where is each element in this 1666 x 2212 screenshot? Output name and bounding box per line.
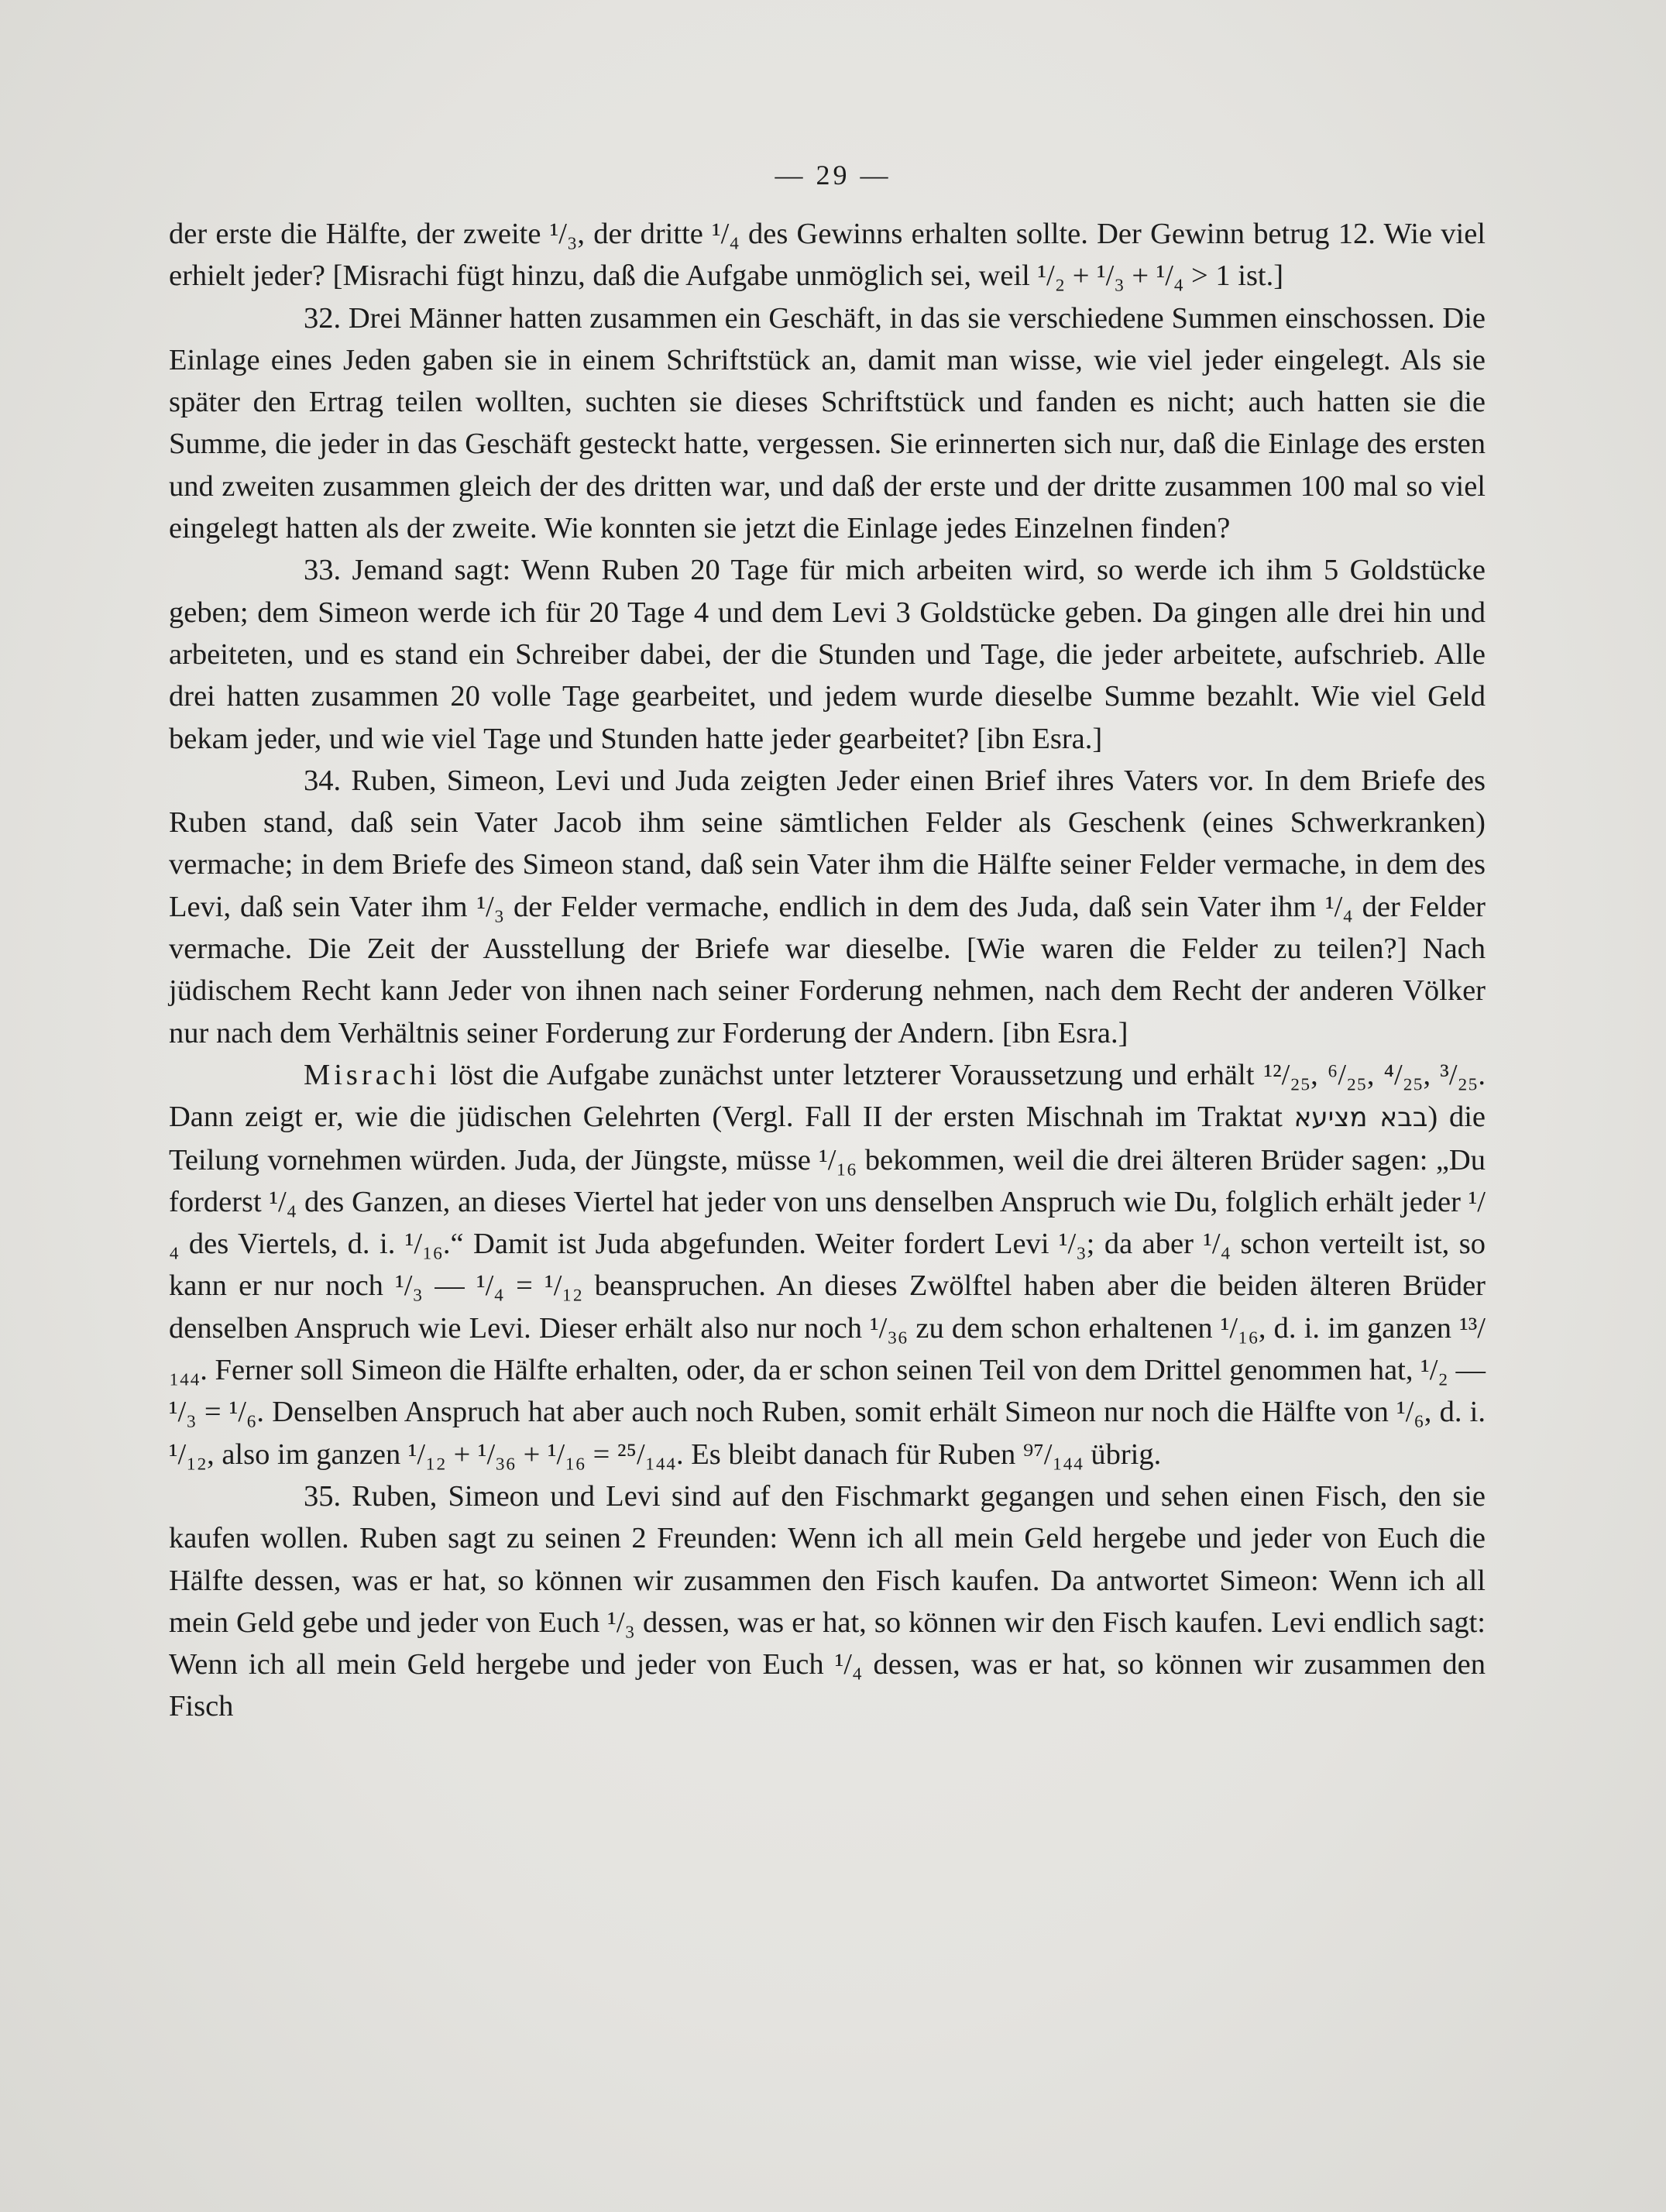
misrachi-text-b: ) die Teilung vornehmen würden. Juda, der Jüngste, müsse ¹/₁₆ bekommen, weil die drei älteren Brüder sagen: „Du forderst ¹/₄ des Ganzen, an dieses Viertel hat jeder von uns denselben Anspruch wie Du, folglich erhält jeder ¹/₄ des Viertels, d. i. ¹/₁₆.“ Damit ist Juda abgefunden. Weiter fordert Levi ¹/₃; da aber ¹/₄ schon verteilt ist, so kann er nur noch ¹/₃ — ¹/₄ = ¹/₁₂ beanspruchen. An dieses Zwölftel haben aber die beiden älteren Brüder denselben Anspruch wie Levi. Dieser erhält also nur noch ¹/₃₆ zu dem schon erhaltenen ¹/₁₆, d. i. im ganzen ¹³/₁₄₄. Ferner soll Simeon die Hälfte erhalten, oder, da er schon seinen Teil von dem Drittel genommen hat, ¹/₂ — ¹/₃ = ¹/₆. Denselben Anspruch hat aber auch noch Ruben, somit erhält Simeon nur noch die Hälfte von ¹/₆, d. i. ¹/₁₂, also im ganzen ¹/₁₂ + ¹/₃₆ + ¹/₁₆ = ²⁵/₁₄₄. Es bleibt danach für Ruben ⁹⁷/₁₄₄ übrig. <box>169 1101 1486 1471</box>
paragraph-34-misrachi <box>169 1054 1486 1475</box>
paragraph-34: 34. Ruben, Simeon, Levi und Juda zeigten Jeder einen Brief ihres Vaters vor. In dem Briefe des Ruben stand, daß sein Vater Jacob ihm seine sämtlichen Felder als Geschenk (eines Schwerkranken) vermache; in dem Briefe des Simeon stand, daß sein Vater ihm die Hälfte seiner Felder vermache, in dem des Levi, daß sein Vater ihm ¹/₃ der Felder vermache, endlich in dem des Juda, daß sein Vater ihm ¹/₄ der Felder vermache. Die Zeit der Ausstellung der Briefe war dieselbe. [Wie waren die Felder zu teilen?] Nach jüdischem Recht kann Jeder von ihnen nach seiner Forderung nehmen, nach dem Recht der anderen Völker nur nach dem Verhältnis seiner Forderung zur Forderung der Andern. [ibn Esra.] <box>169 764 1486 1049</box>
misrachi-text-a: löst die Aufgabe zunächst unter letzterer Voraussetzung und erhält ¹²/₂₅, ⁶/₂₅, ⁴/₂₅, ³/₂₅. Dann zeigt er, wie die jüdischen Gelehrten (Vergl. Fall II der ersten Mischnah im Traktat <box>169 1058 1486 1134</box>
hebrew-tractate-name: בבא מציעא <box>1293 1102 1428 1134</box>
paragraph-33: 33. Jemand sagt: Wenn Ruben 20 Tage für mich arbeiten wird, so werde ich ihm 5 Goldstücke geben; dem Simeon werde ich für 20 Tage 4 und dem Levi 3 Goldstücke geben. Da gingen alle drei hin und arbeiteten, und es stand ein Schreiber dabei, der die Stunden und Tage, die jeder arbeitete, aufschrieb. Alle drei hatten zusammen 20 volle Tage gearbeitet, und jedem wurde dieselbe Summe bezahlt. Wie viel Geld bekam jeder, und wie viel Tage und Stunden hatte jeder gearbeitet? [ibn Esra.] <box>169 554 1486 755</box>
paragraph-32: 32. Drei Männer hatten zusammen ein Geschäft, in das sie verschiedene Summen einschossen. Die Einlage eines Jeden gaben sie in einem Schriftstück an, damit man wisse, wie viel jeder eingelegt. Als sie später den Ertrag teilen wollten, suchten sie dieses Schriftstück und fanden es nicht; auch hatten sie die Summe, die jeder in das Geschäft gesteckt hatte, vergessen. Sie erinnerten sich nur, daß die Einlage des ersten und zweiten zusammen gleich der des dritten war, und daß der erste und der dritte zusammen 100 mal so viel eingelegt hatten als der zweite. Wie konnten sie jetzt die Einlage jedes Einzelnen finden? <box>169 301 1486 545</box>
paragraph-31-continuation: der erste die Hälfte, der zweite ¹/₃, der dritte ¹/₄ des Gewinns erhalten sollte. Der Gewinn betrug 12. Wie viel erhielt jeder? [Misrachi fügt hinzu, daß die Aufgabe unmöglich sei, weil ¹/₂ + ¹/₃ + ¹/₄ > 1 ist.] <box>169 218 1486 293</box>
paragraph-35: 35. Ruben, Simeon und Levi sind auf den Fischmarkt gegangen und sehen einen Fisch, den sie kaufen wollen. Ruben sagt zu seinen 2 Freunden: Wenn ich all mein Geld hergebe und jeder von Euch die Hälfte dessen, was er hat, so können wir zusammen den Fisch kaufen. Da antwortet Simeon: Wenn ich all mein Geld gebe und jeder von Euch ¹/₃ dessen, was er hat, so können wir den Fisch kaufen. Levi endlich sagt: Wenn ich all mein Geld hergebe und jeder von Euch ¹/₄ dessen, was er hat, so können wir zusammen den Fisch <box>169 1479 1486 1723</box>
misrachi-name: Misrachi <box>304 1058 441 1091</box>
body-text <box>169 213 1486 1728</box>
page-number: — 29 — <box>775 160 891 191</box>
